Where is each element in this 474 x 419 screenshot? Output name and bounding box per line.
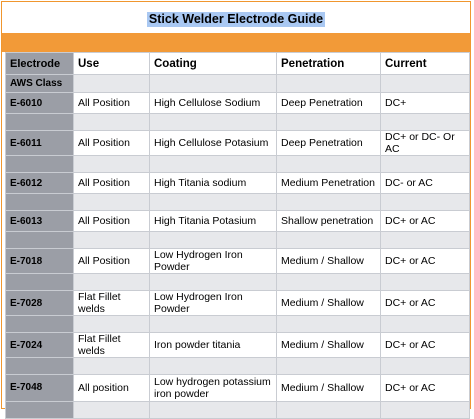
- table-row: [6, 131, 470, 156]
- spacer-cell: [74, 194, 150, 211]
- spacer-cell: [74, 274, 150, 291]
- spacer-cell: [277, 194, 381, 211]
- subheader-aws-class: AWS Class: [6, 75, 74, 93]
- cell-electrode: E-6011: [6, 131, 74, 156]
- cell-electrode: E-7028: [6, 291, 74, 316]
- accent-band: [2, 33, 470, 52]
- spacer-cell: [381, 358, 470, 375]
- cell-coating: High Cellulose Potasium: [150, 131, 277, 156]
- spacer-row: [6, 114, 470, 131]
- spacer-cell: [381, 274, 470, 291]
- spacer-cell: [74, 358, 150, 375]
- cell-penetration: Deep Penetration: [277, 93, 381, 114]
- spacer-cell: [6, 194, 74, 211]
- cell-penetration: Medium / Shallow: [277, 333, 381, 358]
- spacer-cell: [381, 402, 470, 419]
- cell-current: DC+ or AC: [381, 375, 470, 402]
- spacer-cell: [381, 232, 470, 249]
- spacer-cell: [150, 274, 277, 291]
- cell-current: DC+ or AC: [381, 333, 470, 358]
- cell-electrode: E-7024: [6, 333, 74, 358]
- spacer-cell: [277, 156, 381, 173]
- cell-use: Flat Fillet welds: [74, 333, 150, 358]
- empty-cell: [277, 75, 381, 93]
- spacer-cell: [6, 232, 74, 249]
- empty-cell: [381, 75, 470, 93]
- cell-current: DC+ or AC: [381, 291, 470, 316]
- spacer-cell: [6, 114, 74, 131]
- spacer-cell: [150, 358, 277, 375]
- spacer-cell: [381, 316, 470, 333]
- cell-coating: Iron powder titania: [150, 333, 277, 358]
- header-row: [6, 53, 470, 75]
- spacer-row: [6, 232, 470, 249]
- cell-electrode: E-7018: [6, 249, 74, 274]
- cell-penetration: Medium / Shallow: [277, 375, 381, 402]
- cell-coating: High Titania sodium: [150, 173, 277, 194]
- cell-penetration: Shallow penetration: [277, 211, 381, 232]
- spacer-cell: [6, 274, 74, 291]
- cell-current: DC+: [381, 93, 470, 114]
- cell-penetration: Medium / Shallow: [277, 291, 381, 316]
- cell-use: Flat Fillet welds: [74, 291, 150, 316]
- spacer-cell: [381, 194, 470, 211]
- spacer-cell: [150, 402, 277, 419]
- cell-penetration: Medium Penetration: [277, 173, 381, 194]
- cell-use: All position: [74, 375, 150, 402]
- spacer-cell: [6, 402, 74, 419]
- spacer-cell: [277, 316, 381, 333]
- cell-current: DC+ or DC- Or AC: [381, 131, 470, 156]
- cell-use: All Position: [74, 173, 150, 194]
- spacer-cell: [150, 156, 277, 173]
- table-row: [6, 375, 470, 402]
- cell-electrode: E-6013: [6, 211, 74, 232]
- spacer-cell: [277, 358, 381, 375]
- header-use: Use: [74, 53, 150, 75]
- spacer-cell: [6, 316, 74, 333]
- spacer-row: [6, 316, 470, 333]
- spacer-cell: [277, 232, 381, 249]
- cell-use: All Position: [74, 93, 150, 114]
- cell-coating: High Cellulose Sodium: [150, 93, 277, 114]
- table-row: [6, 211, 470, 232]
- cell-current: DC+ or AC: [381, 211, 470, 232]
- spacer-cell: [150, 316, 277, 333]
- spacer-cell: [277, 274, 381, 291]
- spacer-cell: [74, 402, 150, 419]
- spacer-cell: [277, 114, 381, 131]
- cell-penetration: Deep Penetration: [277, 131, 381, 156]
- cell-penetration: Medium / Shallow: [277, 249, 381, 274]
- header-current: Current: [381, 53, 470, 75]
- spacer-cell: [74, 156, 150, 173]
- cell-use: All Position: [74, 131, 150, 156]
- header-electrode: Electrode: [6, 53, 74, 75]
- subheader-row: [6, 75, 470, 93]
- header-penetration: Penetration: [277, 53, 381, 75]
- table-row: [6, 93, 470, 114]
- spacer-cell: [150, 194, 277, 211]
- cell-current: DC+ or AC: [381, 249, 470, 274]
- cell-coating: Low Hydrogen Iron Powder: [150, 291, 277, 316]
- spacer-row: [6, 358, 470, 375]
- cell-electrode: E-6010: [6, 93, 74, 114]
- spacer-row: [6, 402, 470, 419]
- spacer-cell: [381, 156, 470, 173]
- title-wrap: [2, 10, 470, 28]
- guide-frame: [1, 1, 471, 409]
- cell-coating: Low Hydrogen Iron Powder: [150, 249, 277, 274]
- table-row: [6, 249, 470, 274]
- spacer-cell: [277, 402, 381, 419]
- table-row: [6, 333, 470, 358]
- cell-current: DC- or AC: [381, 173, 470, 194]
- electrode-table: [5, 52, 470, 419]
- page-title: Stick Welder Electrode Guide: [148, 12, 324, 26]
- spacer-cell: [74, 232, 150, 249]
- table-row: [6, 173, 470, 194]
- spacer-row: [6, 156, 470, 173]
- spacer-cell: [150, 232, 277, 249]
- cell-use: All Position: [74, 249, 150, 274]
- spacer-row: [6, 194, 470, 211]
- table-row: [6, 291, 470, 316]
- cell-coating: High Titania Potasium: [150, 211, 277, 232]
- cell-electrode: E-6012: [6, 173, 74, 194]
- spacer-row: [6, 274, 470, 291]
- spacer-cell: [6, 156, 74, 173]
- spacer-cell: [381, 114, 470, 131]
- spacer-cell: [74, 316, 150, 333]
- spacer-cell: [6, 358, 74, 375]
- cell-coating: Low hydrogen potassium iron powder: [150, 375, 277, 402]
- empty-cell: [74, 75, 150, 93]
- cell-electrode: E-7048: [6, 375, 74, 402]
- spacer-cell: [150, 114, 277, 131]
- spacer-cell: [74, 114, 150, 131]
- cell-use: All Position: [74, 211, 150, 232]
- empty-cell: [150, 75, 277, 93]
- header-coating: Coating: [150, 53, 277, 75]
